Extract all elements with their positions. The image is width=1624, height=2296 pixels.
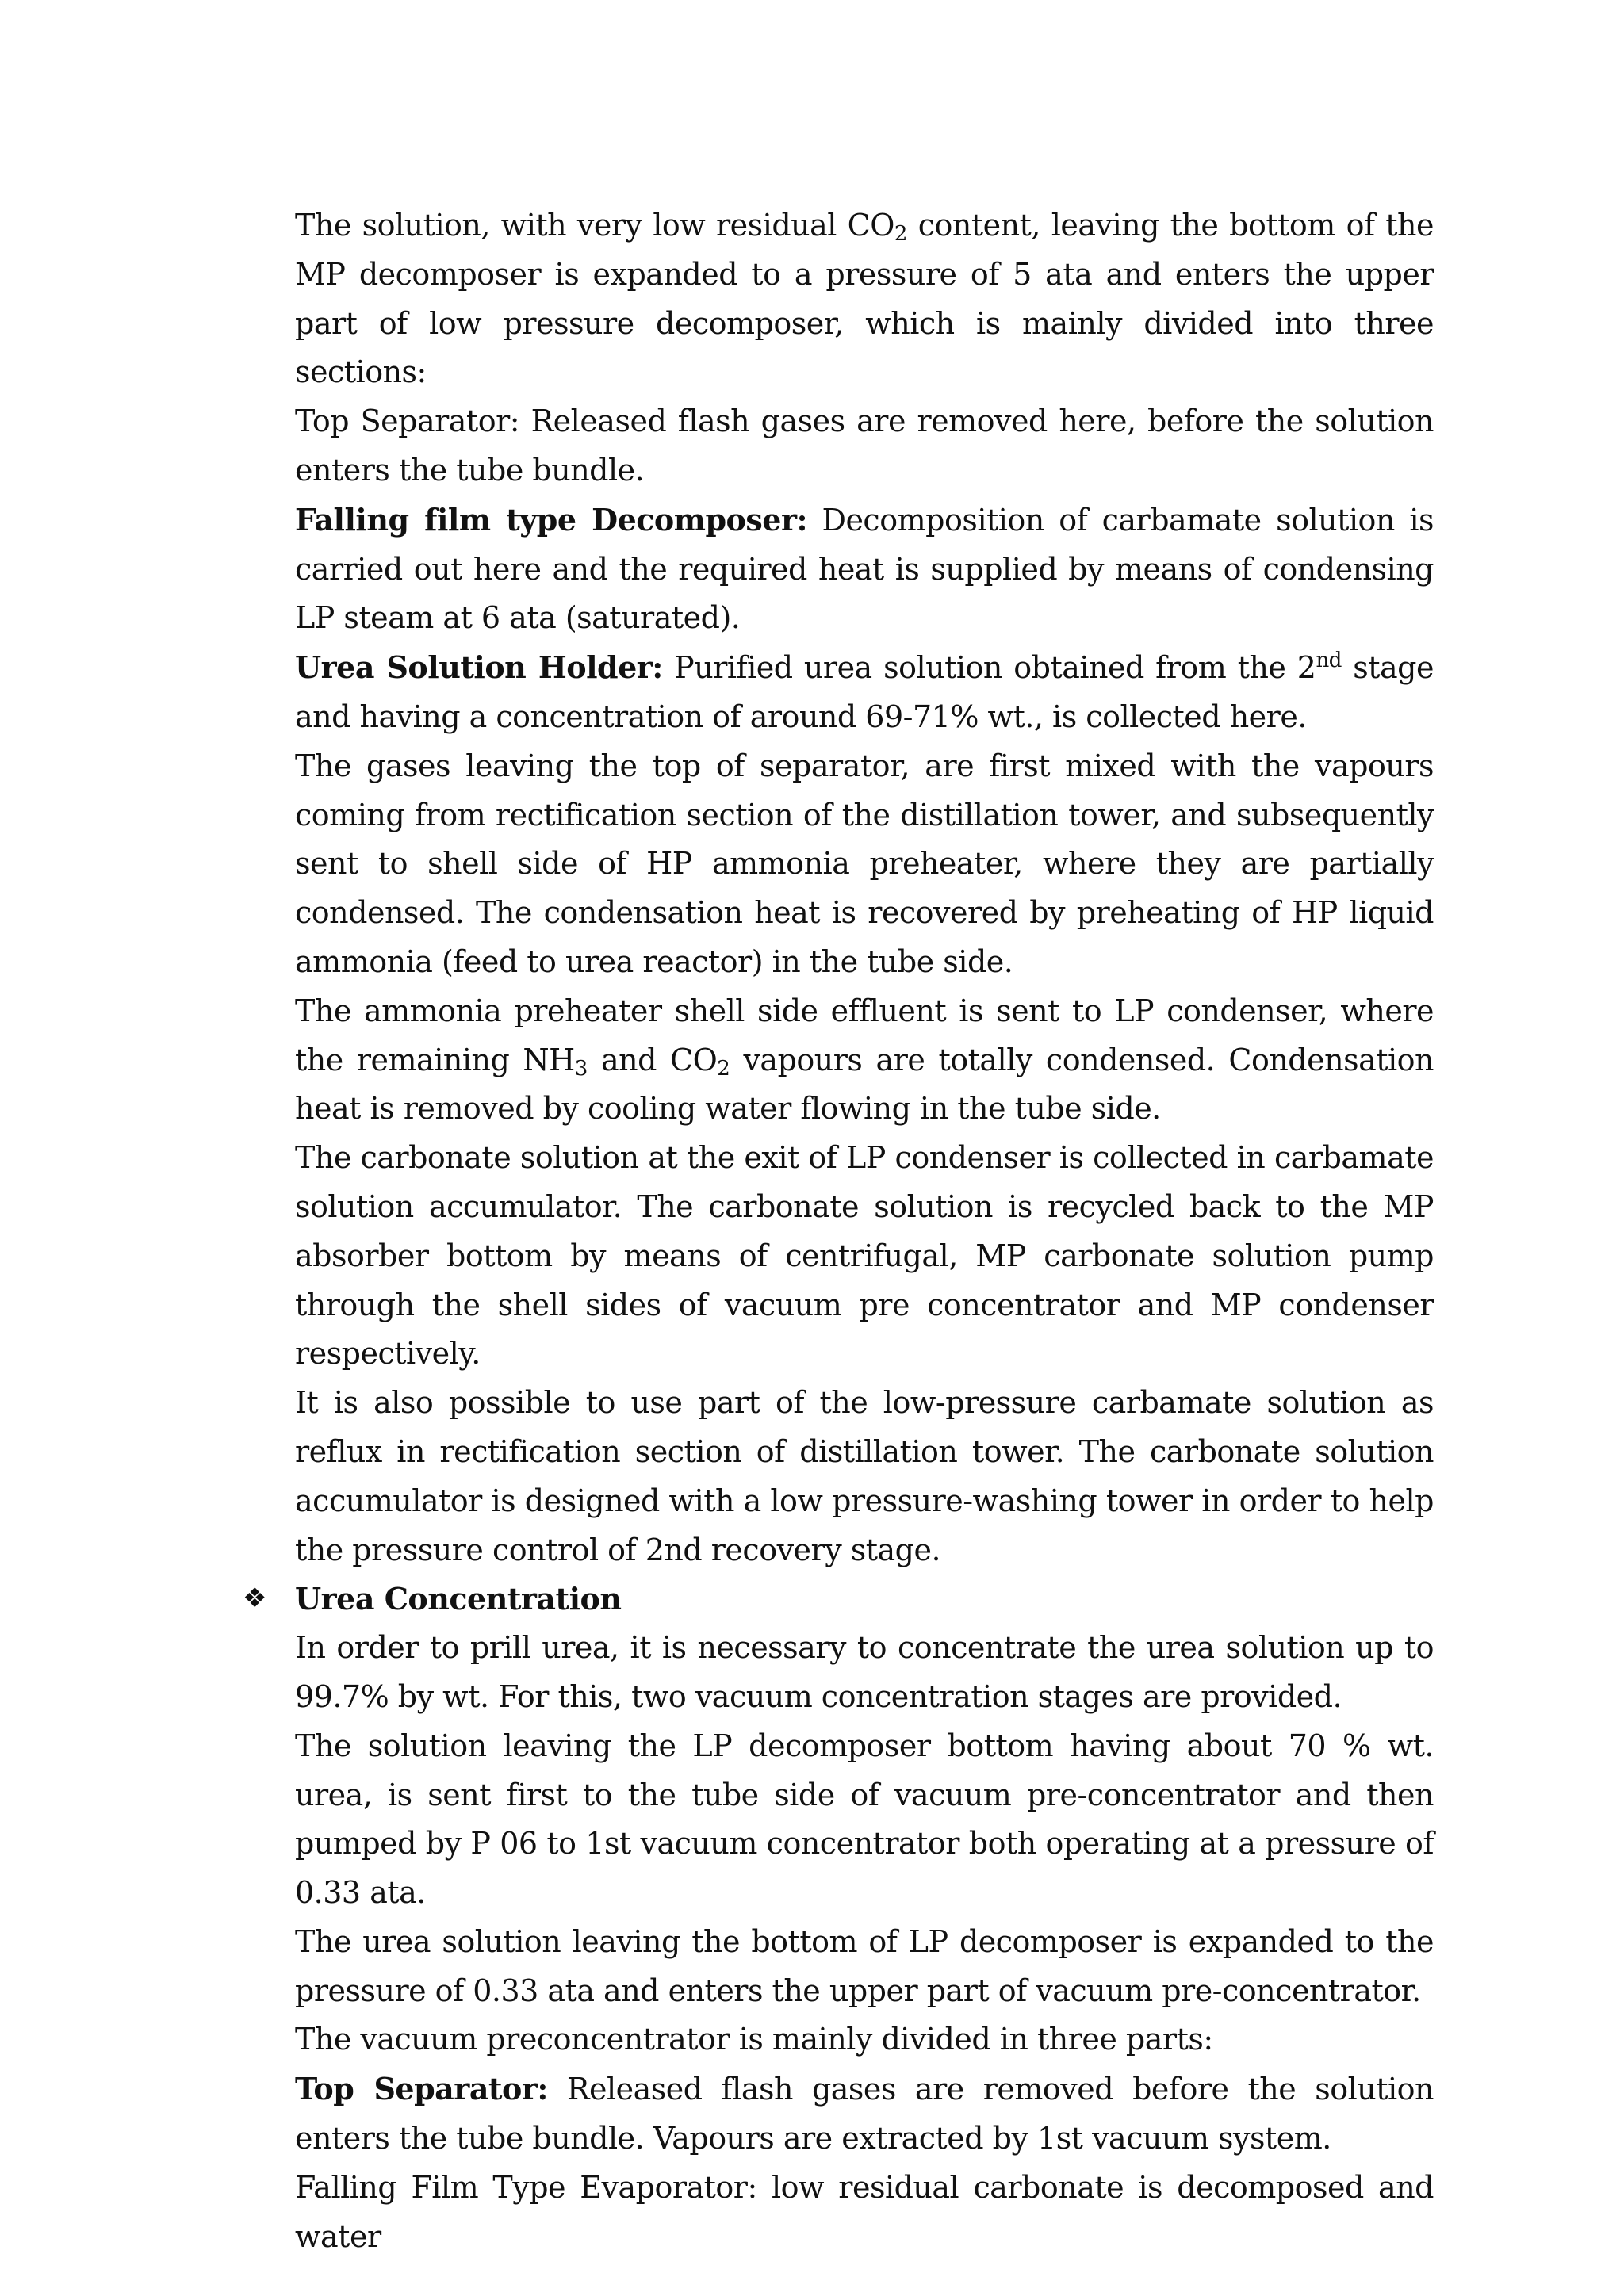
paragraph-falling-film-decomposer: Falling film type Decomposer: Decomposition of carbamate solution is carried out here and the required heat is supplied by means of condensing LP steam at 6 ata (saturated).	[295, 501, 1434, 636]
paragraph-carbonate-solution: The carbonate solution at the exit of LP condenser is collected in carbamate solution accumulator. The carbonate solution is recycled back to the MP absorber bottom by means of centrifugal, MP carbonate solution pump through the shell sides of vacuum pre concentrator and MP condenser respectively.	[295, 1140, 1434, 1372]
term-urea-solution-holder: Urea Solution Holder:	[295, 649, 663, 686]
paragraph-mp-decomposer-solution: The solution, with very low residual $CO_2$ content, leaving the bottom of the MP decomposer is expanded to a pressure of 5 ata and enters the upper part of low pressure decomposer, which is mainly divided into three sections:	[295, 208, 1434, 390]
paragraph-separator-gases: The gases leaving the top of separator, are first mixed with the vapours coming from rectification section of the distillation tower, and subsequently sent to shell side of HP ammonia preheater, where they are partially condensed. The condensation heat is recovered by preheating of HP liquid ammonia (feed to urea reactor) in the tube side.	[295, 748, 1434, 979]
section-heading-text: Urea Concentration	[295, 1581, 622, 1617]
term-falling-film-decomposer: Falling film type Decomposer:	[295, 501, 808, 538]
section-heading-urea-concentration	[243, 1575, 1434, 1624]
paragraph-urea-solution-expanded: The urea solution leaving the bottom of LP decomposer is expanded to the pressure of 0.33 ata and enters the upper part of vacuum pre-concentrator.	[295, 1923, 1434, 2008]
paragraph-prill-urea: In order to prill urea, it is necessary to concentrate the urea solution up to 99.7% by wt. For this, two vacuum concentration stages are provided.	[295, 1630, 1434, 1714]
paragraph-top-separator-vacuum: Top Separator: Released flash gases are removed before the solution enters the tube bundle. Vapours are extracted by 1st vacuum system.	[295, 2071, 1434, 2156]
paragraph-carbamate-reflux: It is also possible to use part of the low-pressure carbamate solution as reflux in rectification section of distillation tower. The carbonate solution accumulator is designed with a low pressure-washing tower in order to help the pressure control of 2nd recovery stage.	[295, 1385, 1434, 1567]
page-content	[243, 201, 1434, 2261]
paragraph-falling-film-evaporator: Falling Film Type Evaporator: low residual carbonate is decomposed and water	[295, 2169, 1434, 2254]
diamond-bullet-icon: ❖	[243, 1582, 266, 1615]
paragraph-lp-decomposer-solution: The solution leaving the LP decomposer bottom having about 70 % wt. urea, is sent first to the tube side of vacuum pre-concentrator and then pumped by P 06 to 1st vacuum concentrator both operating at a pressure of 0.33 ata.	[295, 1728, 1434, 1911]
paragraph-ammonia-preheater-effluent: The ammonia preheater shell side effluent is sent to LP condenser, where the remaining $NH_3$ and $CO_2$ vapours are totally condensed. Condensation heat is removed by cooling water flowing in the tube side.	[295, 993, 1434, 1127]
paragraph-top-separator: Top Separator: Released flash gases are removed here, before the solution enters the tube bundle.	[295, 404, 1434, 488]
paragraph-urea-solution-holder: Urea Solution Holder: Purified urea solution obtained from the 2nd stage and having a concentration of around 69-71% wt., is collected here.	[295, 649, 1434, 734]
term-top-separator: Top Separator:	[295, 2071, 548, 2107]
paragraph-preconcentrator-parts: The vacuum preconcentrator is mainly divided in three parts:	[295, 2022, 1213, 2057]
